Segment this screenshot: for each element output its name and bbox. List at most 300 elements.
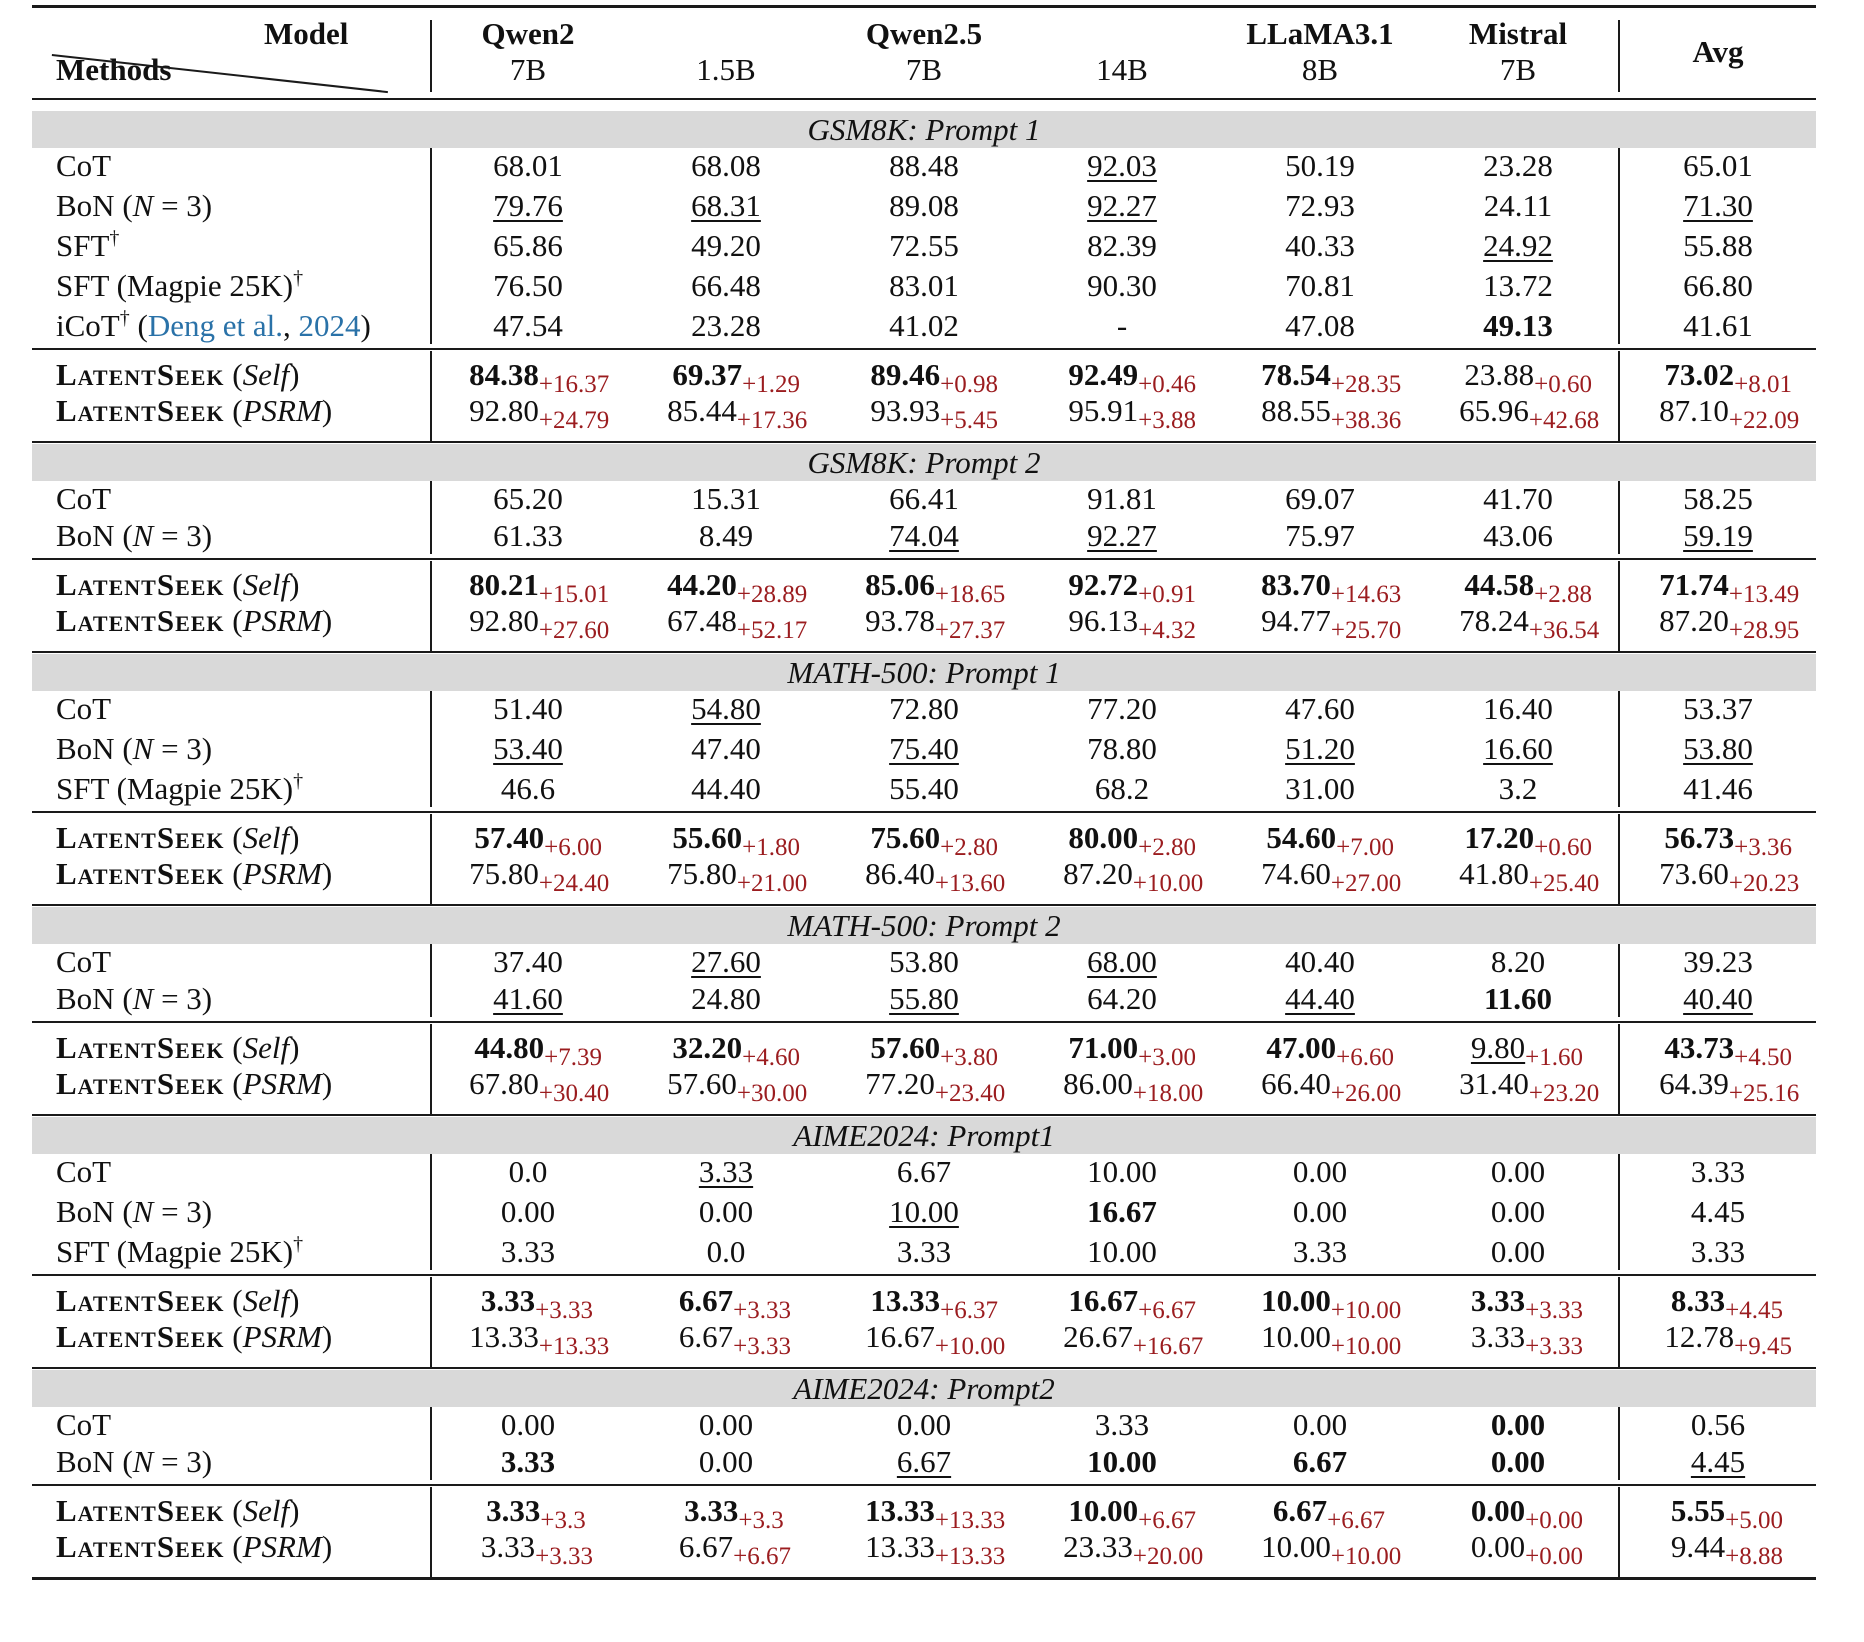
top-rule <box>32 5 1816 8</box>
cell-delta: +24.79 <box>538 407 610 434</box>
cell-value: 26.67 <box>1063 1319 1133 1354</box>
cell-value: 54.60 <box>1266 820 1337 855</box>
cell-value: 3.33 <box>1470 1283 1526 1318</box>
cell-value: 8.33 <box>1670 1283 1726 1318</box>
table-cell <box>1491 1236 1545 1267</box>
cell-value: - <box>1116 308 1128 343</box>
cell-value: 64.20 <box>1087 981 1157 1016</box>
table-cell <box>1285 520 1355 551</box>
table-cell <box>501 1446 555 1477</box>
cell-delta: +0.46 <box>1138 371 1197 398</box>
latentseek-method-label: LatentSeek (Self) <box>56 357 300 392</box>
table-cell <box>667 567 808 608</box>
table-cell <box>1691 1196 1745 1227</box>
cell-value: 67.80 <box>469 1066 539 1101</box>
cell-delta: +27.00 <box>1330 870 1402 897</box>
table-cell <box>469 603 610 644</box>
table-cell <box>1087 270 1157 301</box>
latentseek-method-label: LatentSeek (Self) <box>56 820 300 855</box>
cell-value: 40.40 <box>1285 944 1355 979</box>
cell-value: 31.40 <box>1459 1066 1529 1101</box>
cell-delta: +10.00 <box>1330 1543 1402 1570</box>
cell-delta: +1.60 <box>1525 1044 1584 1071</box>
model-family-header: Qwen2 <box>481 16 575 51</box>
cell-value: 84.38 <box>469 357 539 392</box>
cell-value: 74.60 <box>1261 856 1331 891</box>
cell-value: 71.00 <box>1068 1030 1139 1065</box>
cell-delta: +18.00 <box>1132 1080 1204 1107</box>
table-cell <box>1664 357 1793 398</box>
cell-delta: +13.33 <box>538 1333 610 1360</box>
cell-value: 6.67 <box>896 1154 952 1189</box>
column-divider <box>430 1154 432 1270</box>
table-cell <box>1691 1156 1745 1187</box>
table-cell <box>1683 230 1753 261</box>
table-cell <box>1483 520 1553 551</box>
avg-header: Avg <box>1692 34 1744 69</box>
table-cell <box>1683 693 1753 724</box>
table-cell <box>865 603 1006 644</box>
table-cell <box>889 520 959 551</box>
cell-value: 89.08 <box>889 188 959 223</box>
cell-delta: +2.80 <box>940 834 999 861</box>
cell-value: 69.07 <box>1285 481 1355 516</box>
table-cell <box>691 773 761 804</box>
table-cell <box>699 1156 753 1187</box>
table-cell <box>889 483 959 514</box>
cell-delta: +0.60 <box>1534 371 1593 398</box>
column-divider <box>1618 481 1620 554</box>
table-cell <box>1459 603 1600 644</box>
table-cell <box>1499 773 1538 804</box>
cell-value: 24.11 <box>1483 188 1553 223</box>
cell-value: 49.20 <box>691 228 761 263</box>
section-rule <box>32 1367 1816 1369</box>
column-divider <box>1618 944 1620 1017</box>
cell-value: 24.80 <box>691 981 761 1016</box>
group-rule <box>32 1021 1816 1023</box>
cell-value: 47.54 <box>493 308 563 343</box>
cell-delta: +28.89 <box>736 581 808 608</box>
table-cell <box>897 1446 951 1477</box>
table-cell <box>865 856 1006 897</box>
cell-value: 55.88 <box>1683 228 1753 263</box>
table-cell <box>1285 310 1355 341</box>
cell-value: 0.00 <box>1292 1194 1348 1229</box>
cell-delta: +13.60 <box>934 870 1006 897</box>
cell-value: 0.00 <box>1292 1407 1348 1442</box>
cell-value: 92.49 <box>1068 357 1139 392</box>
table-cell <box>1491 1409 1545 1440</box>
table-cell <box>1261 1066 1402 1107</box>
table-cell <box>1285 983 1355 1014</box>
table-cell <box>493 270 563 301</box>
cell-value: 24.92 <box>1483 228 1553 263</box>
cell-value: 44.40 <box>691 771 761 806</box>
cell-delta: +3.33 <box>535 1543 594 1570</box>
latentseek-method-label: LatentSeek (PSRM) <box>56 1319 333 1354</box>
cell-delta: +3.80 <box>940 1044 999 1071</box>
table-cell <box>897 1236 951 1267</box>
table-cell <box>1261 1319 1402 1360</box>
cell-value: 66.80 <box>1683 268 1753 303</box>
table-cell <box>1670 1283 1784 1324</box>
table-cell <box>1068 1493 1197 1534</box>
table-cell <box>667 1066 808 1107</box>
cell-delta: +25.70 <box>1330 617 1402 644</box>
cell-value: 17.20 <box>1464 820 1535 855</box>
cell-value: 79.76 <box>493 188 563 223</box>
column-divider <box>1618 1407 1620 1480</box>
cell-value: 3.33 <box>684 1493 739 1528</box>
cell-delta: +3.33 <box>535 1297 594 1324</box>
cell-value: 9.80 <box>1470 1030 1526 1065</box>
cell-delta: +3.33 <box>733 1297 792 1324</box>
cell-delta: +10.00 <box>1330 1297 1402 1324</box>
table-cell <box>1659 603 1800 644</box>
table-cell <box>699 1409 753 1440</box>
cell-delta: +3.3 <box>540 1507 586 1534</box>
cell-value: 87.20 <box>1063 856 1133 891</box>
table-cell <box>1670 1529 1784 1570</box>
cell-value: 6.67 <box>896 1444 952 1479</box>
cell-delta: +52.17 <box>736 617 808 644</box>
table-cell <box>1266 1030 1395 1071</box>
cell-delta: +10.00 <box>934 1333 1006 1360</box>
cell-value: 0.00 <box>1490 1194 1546 1229</box>
cell-value: 3.33 <box>896 1234 952 1269</box>
cell-value: 0.00 <box>1490 1234 1546 1269</box>
table-cell <box>672 1030 801 1071</box>
cell-delta: +3.3 <box>738 1507 784 1534</box>
cell-delta: +16.37 <box>538 371 610 398</box>
table-cell <box>1087 150 1157 181</box>
table-cell <box>1683 483 1753 514</box>
table-cell <box>1664 820 1793 861</box>
table-cell <box>667 856 808 897</box>
cell-value: 78.54 <box>1261 357 1331 392</box>
cell-value: 3.33 <box>500 1234 556 1269</box>
cell-value: 75.60 <box>870 820 941 855</box>
latentseek-method-label: LatentSeek (Self) <box>56 567 300 602</box>
method-label: CoT <box>56 481 112 516</box>
table-cell <box>1285 773 1355 804</box>
cell-value: 66.40 <box>1261 1066 1331 1101</box>
cell-value: 74.04 <box>889 518 959 553</box>
table-cell <box>486 1493 586 1534</box>
cell-value: 75.80 <box>667 856 737 891</box>
table-cell <box>1063 856 1204 897</box>
table-cell <box>889 270 959 301</box>
cell-delta: +3.33 <box>1525 1333 1584 1360</box>
table-cell <box>691 983 761 1014</box>
table-cell <box>1293 1446 1347 1477</box>
table-cell <box>1068 357 1197 398</box>
cell-value: 3.33 <box>480 1529 536 1564</box>
cell-delta: +4.50 <box>1734 1044 1793 1071</box>
table-cell <box>1483 733 1553 764</box>
table-cell <box>1691 1236 1745 1267</box>
column-divider <box>430 814 432 904</box>
latentseek-method-label: LatentSeek (Self) <box>56 1030 300 1065</box>
method-label: CoT <box>56 691 112 726</box>
method-label: BoN (N = 3) <box>56 981 213 1016</box>
cell-delta: +18.65 <box>934 581 1006 608</box>
group-rule <box>32 811 1816 813</box>
column-divider <box>430 561 432 651</box>
table-cell <box>1483 310 1553 341</box>
table-cell <box>469 357 610 398</box>
section-rule <box>32 441 1816 443</box>
bottom-rule <box>32 1577 1816 1580</box>
section-title: MATH-500: Prompt 1 <box>787 655 1061 690</box>
column-divider <box>430 1487 432 1577</box>
cell-value: 41.02 <box>889 308 959 343</box>
cell-value: 10.00 <box>1261 1529 1331 1564</box>
table-cell <box>1470 1030 1584 1071</box>
table-cell <box>469 856 610 897</box>
cell-value: 92.03 <box>1087 148 1157 183</box>
column-divider <box>1618 691 1620 807</box>
table-cell <box>1491 1156 1545 1187</box>
cell-value: 0.00 <box>698 1444 754 1479</box>
cell-value: 85.44 <box>667 393 737 428</box>
table-cell <box>1659 567 1800 608</box>
table-cell <box>889 190 959 221</box>
cell-value: 83.70 <box>1261 567 1331 602</box>
table-cell <box>1483 483 1553 514</box>
cell-value: 4.45 <box>1690 1444 1746 1479</box>
table-cell <box>699 1446 753 1477</box>
table-cell <box>1087 693 1157 724</box>
cell-delta: +20.23 <box>1728 870 1800 897</box>
cell-value: 41.70 <box>1483 481 1553 516</box>
cell-value: 71.74 <box>1659 567 1729 602</box>
cell-delta: +0.60 <box>1534 834 1593 861</box>
table-cell <box>1293 1409 1347 1440</box>
cell-delta: +7.00 <box>1336 834 1395 861</box>
table-cell <box>870 393 999 434</box>
group-rule <box>32 558 1816 560</box>
cell-value: 92.27 <box>1087 518 1157 553</box>
cell-value: 12.78 <box>1664 1319 1735 1354</box>
column-divider <box>430 351 432 441</box>
cell-value: 44.58 <box>1464 567 1535 602</box>
cell-value: 85.06 <box>865 567 935 602</box>
method-label: SFT (Magpie 25K)† <box>56 770 304 806</box>
cell-value: 41.46 <box>1683 771 1753 806</box>
table-cell <box>699 1196 753 1227</box>
table-cell <box>493 520 563 551</box>
table-cell <box>1285 190 1355 221</box>
cell-value: 44.40 <box>1285 981 1355 1016</box>
cell-value: 10.00 <box>1261 1319 1331 1354</box>
column-divider <box>430 1024 432 1114</box>
table-cell <box>870 820 999 861</box>
table-cell <box>707 1236 746 1267</box>
table-cell <box>1063 1066 1204 1107</box>
method-label: CoT <box>56 1154 112 1189</box>
table-cell <box>474 820 603 861</box>
table-cell <box>1087 520 1157 551</box>
cell-value: 87.10 <box>1659 393 1729 428</box>
cell-value: 3.33 <box>1094 1407 1150 1442</box>
cell-value: 92.80 <box>469 393 539 428</box>
cell-delta: +30.40 <box>538 1080 610 1107</box>
cell-value: 43.73 <box>1664 1030 1735 1065</box>
table-cell <box>1087 1236 1157 1267</box>
column-divider <box>1618 1154 1620 1270</box>
cell-value: 53.80 <box>1683 731 1753 766</box>
cell-value: 92.27 <box>1087 188 1157 223</box>
cell-value: 0.00 <box>1292 1154 1348 1189</box>
cell-value: 41.60 <box>493 981 563 1016</box>
cell-value: 8.20 <box>1490 944 1546 979</box>
table-cell <box>1683 983 1753 1014</box>
cell-value: 54.80 <box>691 691 761 726</box>
table-cell <box>1293 1196 1347 1227</box>
column-divider <box>430 1277 432 1367</box>
table-cell <box>1068 820 1197 861</box>
cell-value: 86.40 <box>865 856 935 891</box>
table-cell <box>1285 230 1355 261</box>
cell-value: 0.0 <box>706 1234 746 1269</box>
cell-value: 91.81 <box>1087 481 1157 516</box>
table-cell <box>501 773 555 804</box>
cell-value: 58.25 <box>1683 481 1753 516</box>
cell-value: 41.61 <box>1683 308 1753 343</box>
cell-value: 76.50 <box>493 268 563 303</box>
cell-delta: +4.32 <box>1138 617 1197 644</box>
cell-value: 66.41 <box>889 481 959 516</box>
method-label: BoN (N = 3) <box>56 188 213 223</box>
model-size-header: 7B <box>905 52 943 87</box>
table-cell <box>678 1529 792 1570</box>
cell-value: 72.80 <box>889 691 959 726</box>
cell-value: 37.40 <box>493 944 563 979</box>
cell-value: 23.28 <box>1483 148 1553 183</box>
group-rule <box>32 1484 1816 1486</box>
cell-value: 68.00 <box>1087 944 1157 979</box>
table-cell <box>691 310 761 341</box>
table-cell <box>691 946 761 977</box>
table-cell <box>1683 190 1753 221</box>
table-cell <box>889 733 959 764</box>
cell-delta: +13.33 <box>934 1507 1006 1534</box>
table-cell <box>1659 393 1800 434</box>
cell-value: 13.33 <box>469 1319 539 1354</box>
latentseek-method-label: LatentSeek (PSRM) <box>56 603 333 638</box>
cell-value: 88.48 <box>889 148 959 183</box>
method-label: SFT (Magpie 25K)† <box>56 267 304 303</box>
table-cell <box>865 1066 1006 1107</box>
table-cell <box>501 1196 555 1227</box>
cell-delta: +6.67 <box>1138 1507 1197 1534</box>
method-label: CoT <box>56 944 112 979</box>
cell-delta: +6.60 <box>1336 1044 1395 1071</box>
cell-value: 10.00 <box>889 1194 959 1229</box>
table-cell <box>889 150 959 181</box>
table-cell <box>678 1319 792 1360</box>
latentseek-method-label: LatentSeek (PSRM) <box>56 1066 333 1101</box>
table-cell <box>1293 1156 1347 1187</box>
cell-value: 3.33 <box>698 1154 754 1189</box>
table-cell <box>1272 1493 1386 1534</box>
table-cell <box>691 150 761 181</box>
cell-value: 9.44 <box>1670 1529 1726 1564</box>
section-title: GSM8K: Prompt 1 <box>807 112 1041 147</box>
table-cell <box>889 1196 959 1227</box>
cell-value: 65.20 <box>493 481 563 516</box>
cell-value: 6.67 <box>1292 1444 1348 1479</box>
cell-value: 59.19 <box>1683 518 1753 553</box>
table-cell <box>1491 946 1545 977</box>
cell-value: 67.48 <box>667 603 737 638</box>
table-cell <box>1285 693 1355 724</box>
table-cell <box>1087 983 1157 1014</box>
table-cell <box>1459 393 1600 434</box>
cell-value: 44.80 <box>474 1030 545 1065</box>
cell-value: 83.01 <box>889 268 959 303</box>
table-cell <box>474 1030 603 1071</box>
model-family-header: Qwen2.5 <box>865 16 983 51</box>
cell-value: 0.00 <box>1490 1444 1546 1479</box>
table-cell <box>480 1283 594 1324</box>
table-cell <box>691 483 761 514</box>
cell-delta: +2.88 <box>1534 581 1593 608</box>
cell-value: 6.67 <box>678 1283 734 1318</box>
column-divider <box>1618 1487 1620 1577</box>
table-cell <box>889 983 959 1014</box>
cell-delta: +6.67 <box>1327 1507 1386 1534</box>
table-cell <box>1470 1529 1584 1570</box>
cell-value: 95.91 <box>1068 393 1139 428</box>
cell-value: 75.80 <box>469 856 539 891</box>
cell-delta: +6.67 <box>1138 1297 1197 1324</box>
cell-value: 65.96 <box>1459 393 1529 428</box>
table-cell <box>501 1409 555 1440</box>
cell-value: 16.67 <box>1068 1283 1139 1318</box>
cell-value: 94.77 <box>1261 603 1331 638</box>
cell-value: 66.48 <box>691 268 761 303</box>
cell-value: 80.00 <box>1068 820 1139 855</box>
table-cell <box>1483 693 1553 724</box>
cell-delta: +30.00 <box>736 1080 808 1107</box>
cell-delta: +3.33 <box>733 1333 792 1360</box>
cell-value: 16.67 <box>865 1319 935 1354</box>
table-cell <box>1087 483 1157 514</box>
column-divider <box>1618 561 1620 651</box>
cell-value: 72.55 <box>889 228 959 263</box>
cell-delta: +8.88 <box>1725 1543 1784 1570</box>
table-cell <box>672 820 801 861</box>
table-cell <box>1087 230 1157 261</box>
cell-value: 13.33 <box>870 1283 941 1318</box>
cell-delta: +3.33 <box>1525 1297 1584 1324</box>
table-cell <box>1285 733 1355 764</box>
table-cell <box>684 1493 784 1534</box>
column-divider <box>1618 148 1620 344</box>
table-cell <box>1459 856 1600 897</box>
cell-delta: +15.01 <box>538 581 610 608</box>
table-cell <box>1261 1283 1402 1324</box>
table-cell <box>678 1283 792 1324</box>
cell-value: 44.20 <box>667 567 737 602</box>
table-cell <box>480 1529 594 1570</box>
table-cell <box>1068 603 1197 644</box>
cell-value: 57.60 <box>870 1030 941 1065</box>
column-divider <box>430 944 432 1017</box>
